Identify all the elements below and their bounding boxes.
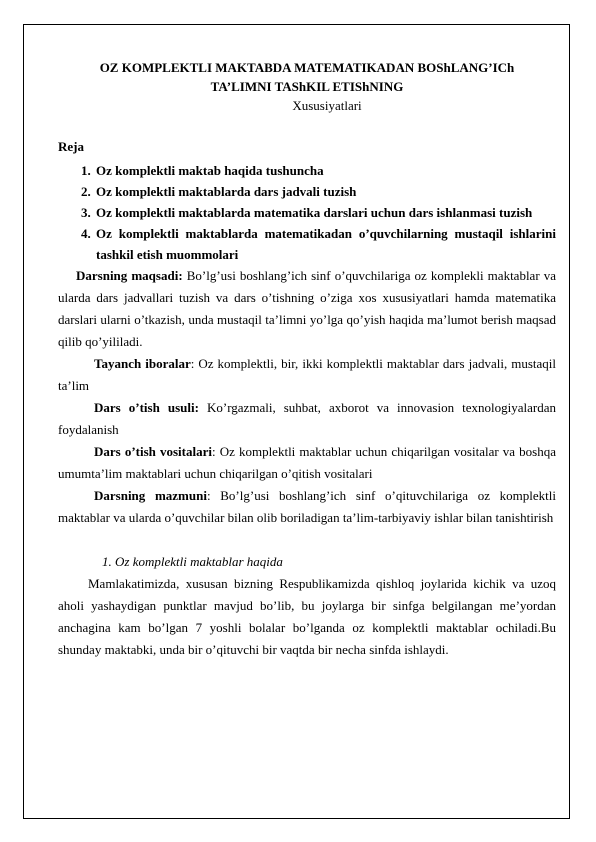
content-label: Darsning mazmuni bbox=[94, 488, 207, 503]
method-paragraph bbox=[58, 397, 556, 441]
method-label: Dars o’tish usuli: bbox=[94, 400, 199, 415]
tools-text: : Oz komplektli maktablar uchun chiqarilgan vositalar va boshqa umumta’lim maktablari uchun chiqarilgan o’qitish vositalari bbox=[58, 444, 556, 481]
plan-heading: Reja bbox=[58, 139, 84, 154]
goal-text: Bo’lg’usi boshlang’ich sinf o’quvchilariga oz komplekli maktablar va ularda dars jadvallari tuzish va dars o’tishning o’ziga xos xususiyatlari hamda matematika darslari ularni o’tkazish, unda mustaqil ta’limni yo’lga qo’yish haqida ma’lumot berish maqsad qilib qo’yililadi. bbox=[58, 268, 556, 349]
tools-label: Dars o’tish vositalari bbox=[94, 444, 212, 459]
plan-list bbox=[58, 160, 556, 265]
title-line-2: TA’LIMNI TAShKIL ETIShNING bbox=[210, 79, 404, 94]
goal-label: Darsning maqsadi: bbox=[76, 268, 183, 283]
content-text: : Bo’lg’usi boshlang’ich sinf o’qituvchilariga oz komplektli maktablar va ularda o’quvchilar bilan olib boriladigan ta’lim-tarbiyaviy ishlar bilan tanishtirish bbox=[58, 488, 556, 525]
keywords-label: Tayanch iboralar bbox=[94, 356, 191, 371]
plan-item: 1. Oz komplektli maktab haqida tushuncha bbox=[94, 160, 556, 181]
section-heading: 1. Oz komplektli maktablar haqida bbox=[102, 554, 283, 569]
goal-paragraph bbox=[58, 265, 556, 353]
keywords-paragraph bbox=[58, 353, 556, 397]
content-paragraph bbox=[58, 485, 556, 529]
keywords-text: : Oz komplektli, bir, ikki komplektli maktablar dars jadvali, mustaqil ta’lim bbox=[58, 356, 557, 393]
method-text: Ko’rgazmali, suhbat, axborot va innovasion texnologiyalardan foydalanish bbox=[58, 400, 556, 437]
section-paragraph: Mamlakatimizda, xususan bizning Respublikamizda qishloq joylarida kichik va uzoq aholi yashaydigan punktlar mavjud bo’lib, bu joylarga bir sinfga belgilangan me’yordan anchagina kam bo’lgan 7 yoshli bolalar bo’lganda oz komplektli maktablar ochiladi.Bu shunday maktabki, unda bir o’qituvchi bir vaqtda bir necha sinfda ishlaydi. bbox=[58, 576, 556, 657]
plan-item: 4. Oz komplektli maktablarda matematikadan o’quvchilarning mustaqil ishlarini tashkil etish muommolari bbox=[94, 223, 556, 265]
plan-item: 2. Oz komplektli maktablarda dars jadvali tuzish bbox=[94, 181, 556, 202]
tools-paragraph bbox=[58, 441, 556, 485]
plan-item: 3. Oz komplektli maktablarda matematika darslari uchun dars ishlanmasi tuzish bbox=[94, 202, 556, 223]
title-line-1: OZ KOMPLEKTLI MAKTABDA MATEMATIKADAN BOShLANG’ICh bbox=[99, 60, 515, 75]
document-body bbox=[58, 58, 556, 661]
title-subtitle: Xususiyatlari bbox=[292, 98, 362, 113]
